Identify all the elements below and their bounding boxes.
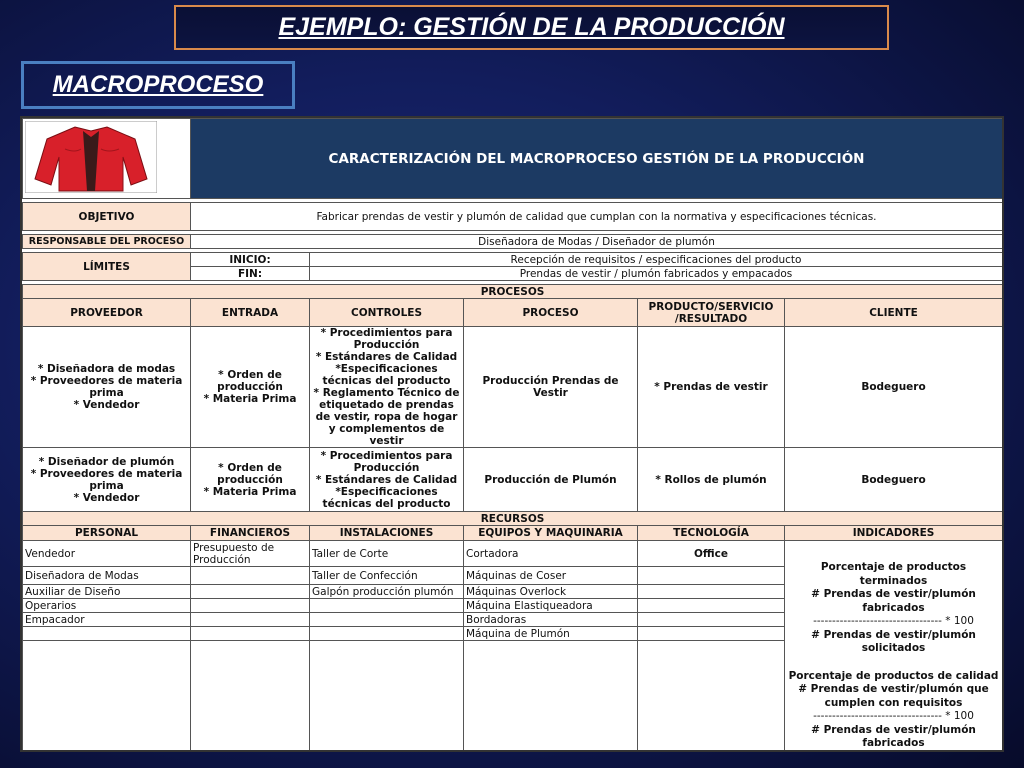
ind1-title: Porcentaje de productos terminados (820, 561, 967, 587)
ind2-denominator: # Prendas de vestir/plumón fabricados (811, 723, 976, 749)
rec-row-3-equipos: Máquinas Overlock (464, 585, 638, 599)
col-equipos: EQUIPOS Y MAQUINARIA (464, 526, 638, 541)
proc-row-2-proceso: Producción de Plumón (464, 448, 638, 512)
col-producto: PRODUCTO/SERVICIO /RESULTADO (638, 299, 785, 327)
proc-row-2-controles: * Procedimientos para Producción * Estándares de Calidad *Especificaciones técnicas del producto (310, 448, 464, 512)
proc-row-1-proceso: Producción Prendas de Vestir (464, 327, 638, 448)
rec-row-3-tecnologia (638, 585, 785, 599)
col-cliente: CLIENTE (785, 299, 1003, 327)
rec-empty-instalaciones (310, 641, 464, 751)
red-jacket-image (25, 121, 157, 193)
rec-row-3-personal: Auxiliar de Diseño (23, 585, 191, 599)
rec-row-5-instalaciones (310, 613, 464, 627)
limites-label: LÍMITES (23, 253, 191, 281)
proc-row-1-entrada: * Orden de producción * Materia Prima (191, 327, 310, 448)
ind2-fraction-line: ---------------------------------- * 100 (813, 710, 974, 722)
col-indicadores: INDICADORES (785, 526, 1003, 541)
characterization-table (22, 118, 1003, 752)
col-tecnologia: TECNOLOGÍA (638, 526, 785, 541)
col-personal: PERSONAL (23, 526, 191, 541)
rec-row-2-instalaciones: Taller de Confección (310, 567, 464, 585)
rec-row-1-instalaciones: Taller de Corte (310, 541, 464, 567)
rec-row-4-instalaciones (310, 599, 464, 613)
indicadores-cell (785, 541, 1003, 752)
rec-row-5-financieros (191, 613, 310, 627)
rec-row-1-equipos: Cortadora (464, 541, 638, 567)
ind1-fraction-line: ---------------------------------- * 100 (813, 615, 974, 627)
rec-row-1-financieros: Presupuesto de Producción (191, 541, 310, 567)
proc-row-1-cliente: Bodeguero (785, 327, 1003, 448)
rec-row-2-equipos: Máquinas de Coser (464, 567, 638, 585)
rec-empty-equipos (464, 641, 638, 751)
rec-row-4-tecnologia (638, 599, 785, 613)
fin-label: FIN: (191, 267, 310, 281)
rec-row-6-financieros (191, 627, 310, 641)
rec-row-6-tecnologia (638, 627, 785, 641)
ind2-title: Porcentaje de productos de calidad (788, 669, 999, 682)
col-instalaciones: INSTALACIONES (310, 526, 464, 541)
rec-row-6-instalaciones (310, 627, 464, 641)
inicio-label: INICIO: (191, 253, 310, 267)
rec-row-2-tecnologia (638, 567, 785, 585)
ind1-numerator: # Prendas de vestir/plumón fabricados (811, 588, 976, 614)
rec-row-6-personal (23, 627, 191, 641)
proc-row-2-cliente: Bodeguero (785, 448, 1003, 512)
rec-row-5-equipos: Bordadoras (464, 613, 638, 627)
rec-row-1-personal: Vendedor (23, 541, 191, 567)
col-proveedor: PROVEEDOR (23, 299, 191, 327)
objetivo-text: Fabricar prendas de vestir y plumón de calidad que cumplan con la normativa y especificaciones técnicas. (191, 203, 1003, 231)
rec-empty-financieros (191, 641, 310, 751)
rec-row-3-financieros (191, 585, 310, 599)
inicio-text: Recepción de requisitos / especificaciones del producto (310, 253, 1003, 267)
jacket-image-cell (23, 119, 191, 199)
objetivo-label: OBJETIVO (23, 203, 191, 231)
slide-title: EJEMPLO: GESTIÓN DE LA PRODUCCIÓN (278, 13, 785, 41)
rec-row-4-financieros (191, 599, 310, 613)
rec-row-2-personal: Diseñadora de Modas (23, 567, 191, 585)
col-financieros: FINANCIEROS (191, 526, 310, 541)
characterization-sheet (20, 116, 1004, 752)
col-controles: CONTROLES (310, 299, 464, 327)
sheet-header: CARACTERIZACIÓN DEL MACROPROCESO GESTIÓN DE LA PRODUCCIÓN (191, 119, 1003, 199)
rec-row-5-tecnologia (638, 613, 785, 627)
proc-row-2-producto: * Rollos de plumón (638, 448, 785, 512)
rec-row-2-financieros (191, 567, 310, 585)
rec-row-4-equipos: Máquina Elastiqueadora (464, 599, 638, 613)
responsable-label: RESPONSABLE DEL PROCESO (23, 235, 191, 249)
slide-subtitle: MACROPROCESO (52, 71, 264, 98)
proc-row-1-controles: * Procedimientos para Producción * Estándares de Calidad *Especificaciones técnicas del producto * Reglamento Técnico de etiquetado de prendas de vestir, ropa de hogar y complementos de vestir (310, 327, 464, 448)
proc-row-2-entrada: * Orden de producción * Materia Prima (191, 448, 310, 512)
proc-row-2-proveedor: * Diseñador de plumón * Proveedores de materia prima * Vendedor (23, 448, 191, 512)
slide-subtitle-box (21, 61, 295, 109)
proc-row-1-proveedor: * Diseñadora de modas * Proveedores de materia prima * Vendedor (23, 327, 191, 448)
fin-text: Prendas de vestir / plumón fabricados y empacados (310, 267, 1003, 281)
col-entrada: ENTRADA (191, 299, 310, 327)
ind2-numerator: # Prendas de vestir/plumón que cumplen con requisitos (798, 683, 989, 709)
proc-row-1-producto: * Prendas de vestir (638, 327, 785, 448)
rec-row-4-personal: Operarios (23, 599, 191, 613)
responsable-text: Diseñadora de Modas / Diseñador de plumón (191, 235, 1003, 249)
rec-empty-personal (23, 641, 191, 751)
rec-row-1-tecnologia: Office (638, 541, 785, 567)
procesos-label: PROCESOS (23, 285, 1003, 299)
rec-empty-tecnologia (638, 641, 785, 751)
ind1-denominator: # Prendas de vestir/plumón solicitados (811, 628, 976, 654)
recursos-label: RECURSOS (23, 512, 1003, 526)
rec-row-3-instalaciones: Galpón producción plumón (310, 585, 464, 599)
rec-row-5-personal: Empacador (23, 613, 191, 627)
col-proceso: PROCESO (464, 299, 638, 327)
rec-row-6-equipos: Máquina de Plumón (464, 627, 638, 641)
slide-title-box (174, 5, 889, 50)
